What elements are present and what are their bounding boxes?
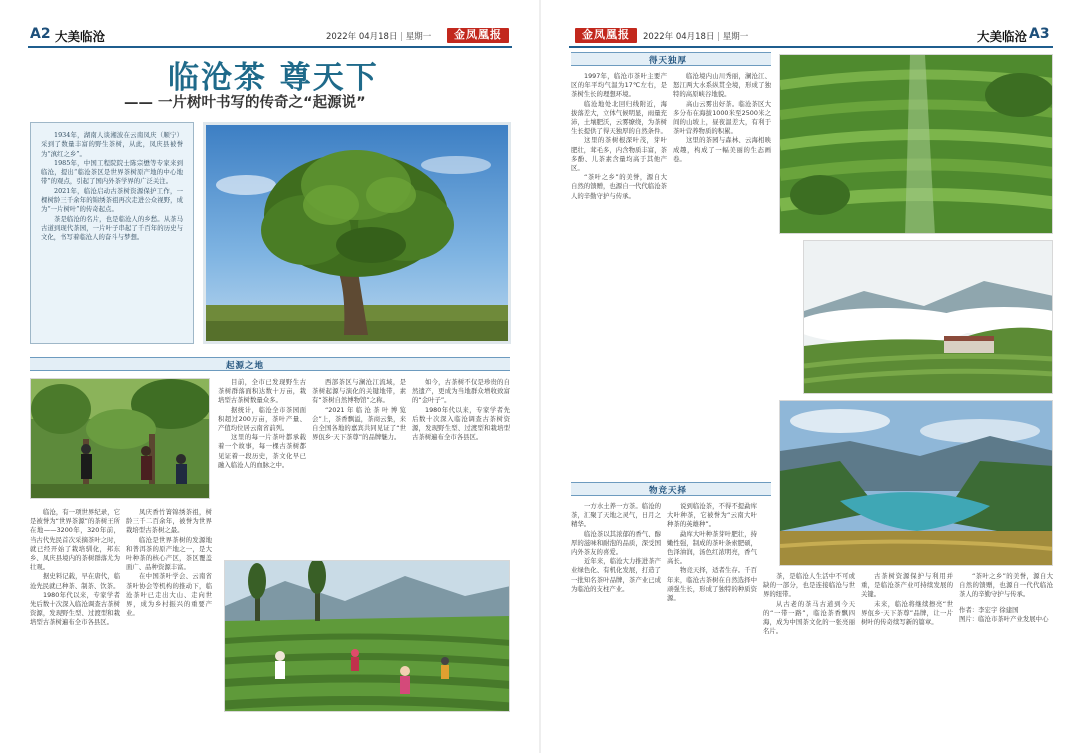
body-paragraph: 在中国茶叶学会、云南省茶叶协会等机构的推动下，临沧茶叶已走出大山、走向世界，成为乡村振兴的重要产业。 [126,572,212,618]
section-origin-header [30,357,510,371]
left-date-sep: | [400,32,406,42]
body-paragraph: “2021年临沧茶叶博览会”上，茶香飘溢，茶商云集，来自全国各地的嘉宾共同见证了“世界佤乡·天下茶尊”的品牌魅力。 [312,405,406,442]
tea-garden-illustration [225,561,510,712]
right-column-a [571,72,667,464]
right-weekday: 星期一 [722,32,749,42]
body-paragraph: 茶，是临沧人生活中不可或缺的一部分，也是连接临沧与世界的纽带。 [763,572,855,599]
body-paragraph: 这里的每一片茶叶都承载着一个故事，每一棵古茶树都见证着一段历史，茶文化早已融入临沧人的血脉之中。 [218,433,306,469]
left-column-1 [30,508,120,730]
left-column-2 [126,508,212,730]
body-paragraph: 1980年代以来，专家学者先后数十次深入临沧调查古茶树资源，发现野生型、过渡型和栽培型古茶树遍布全市各县区。 [412,405,510,442]
right-column-e [667,502,757,732]
intro-paragraph: 2021年，临沧启动古茶树资源保护工作，一棵树龄三千余年的锦绣茶祖再次走进公众视野，成为“一片树叶”的传奇起点。 [41,186,183,214]
left-header-rule [28,46,512,48]
left-column-5 [412,378,510,554]
right-header-rule [569,46,1053,48]
right-date [643,30,748,42]
section-selection-title: 物竞天择 [649,486,688,496]
body-paragraph: 临沧是世界茶树的发源地和普洱茶的原产地之一，是大叶种茶的核心产区，茶区覆盖面广、品种资源丰富。 [126,535,212,572]
right-column-d [571,502,661,732]
tea-tree-illustration [206,125,508,341]
river-gorge-photo [779,400,1053,566]
terraced-tea-illustration [780,55,1053,234]
section-origin-title: 起源之地 [226,361,265,371]
body-paragraph: 说到临沧茶，不得不提勐库大叶种茶，它被誉为“云南大叶种茶的英雄种”。 [667,502,757,529]
photo-source: 图片：临沧市茶叶产业发展中心 [959,614,1049,623]
body-paragraph: 从古老的茶马古道到今天的“一带一路”，临沧茶香飘四海，成为中国茶文化的一张亮丽名片。 [763,599,855,636]
left-weekday: 星期一 [405,32,432,42]
tea-garden-workers-photo [224,560,510,712]
body-paragraph: 古茶树资源保护与利用并重，是临沧茶产业可持续发展的关键。 [861,572,953,599]
left-column-3 [218,378,306,554]
body-paragraph: 临沧地处北回归线附近，海拔落差大，立体气候明显，雨量充沛，土壤肥沃，云雾缭绕，为茶树生长提供了得天独厚的自然条件。 [571,99,667,136]
intro-paragraph: 1985年，中国工程院院士陈宗懋等专家来到临沧，提出“临沧茶区是世界茶树原产地的中心地带”的观点，引起了国内外茶学界的广泛关注。 [41,158,183,186]
body-paragraph: 一方水土养一方茶。临沧的茶，汇聚了天地之灵气，日月之精华。 [571,502,661,529]
body-paragraph: 近年来，临沧大力推进茶产业绿色化、有机化发展，打造了一批知名茶叶品牌，茶产业已成为临沧的支柱产业。 [571,557,661,593]
right-column-g [861,572,953,732]
section-selection-header [571,482,771,496]
left-date [326,30,431,42]
byline: 作者：李宏宇 徐建国 [959,605,1019,614]
mountain-clouds-illustration [804,241,1053,394]
body-paragraph: “茶叶之乡”的美誉，源自大自然的馈赠，也源自一代代临沧茶人的辛勤守护与传承。 [571,173,667,200]
tea-pickers-illustration [31,379,210,499]
body-paragraph: 勐库大叶种茶芽叶肥壮，持嫩性强，制成的茶叶条索肥硕，色泽油润，汤色红浓明亮，香气高长。 [667,529,757,566]
body-paragraph: 临沧茶以其浓郁的香气、醇厚的滋味和耐泡的品质，深受国内外茶友的喜爱。 [571,529,661,557]
right-brand-logo: 金凤凰报 [575,28,637,43]
body-paragraph: 高山云雾出好茶。临沧茶区大多分布在海拔1000米至2500米之间的山坡上，昼夜温差大，有利于茶叶营养物质的积累。 [673,99,771,136]
terraced-tea-photo [779,54,1053,234]
left-page-code: A2 [30,26,51,42]
right-page-code: A3 [1029,26,1050,42]
right-date-text: 2022年 04月18日 [643,32,715,42]
sub-headline: —— 一片树叶书写的传奇之“起源说” [124,95,366,111]
intro-paragraph: 1934年，湖南人谈湘波在云南凤庆（顺宁）采到了数量丰富的野生茶树，从此，凤庆县被誉为“滇红之乡”。 [41,131,183,158]
body-paragraph: 未来，临沧将继续擦亮“世界佤乡·天下茶尊”品牌，让一片树叶的传奇续写新的篇章。 [861,599,953,627]
body-paragraph: 1997年，临沧市茶叶主要产区的年平均气温为17℃左右，是茶树生长的理想环境。 [571,72,667,99]
body-paragraph: “茶叶之乡”的美誉，源自大自然的馈赠，也源自一代代临沧茶人的辛勤守护与传承。 [959,572,1053,599]
right-column-h [959,572,1053,732]
body-paragraph: 凤庆香竹箐锦绣茶祖，树龄三千二百余年，被誉为世界栽培型古茶树之最。 [126,508,212,535]
body-paragraph: 这里的茶园与森林、云海相映成趣，构成了一幅美丽的生态画卷。 [673,136,771,163]
hero-tea-tree-photo [203,122,511,344]
body-paragraph: 西部茶区与澜沧江流域，是茶树起源与演化的关键地带，素有“茶树自然博物馆”之称。 [312,378,406,405]
right-column-f [763,572,855,732]
left-brand-logo: 金凤凰报 [447,28,509,43]
intro-paragraph: 茶是临沧的名片，也是临沧人的乡愁。从茶马古道到现代茶园，一片叶子串起了千百年的历史与文化，书写着临沧人的奋斗与梦想。 [41,214,183,242]
mountain-clouds-photo [803,240,1053,394]
right-section-name: 大美临沧 [977,29,1028,44]
tea-pickers-photo [30,378,210,499]
main-headline: 临沧茶 尊天下 [168,60,379,96]
right-page [541,0,1080,753]
body-paragraph: 临沧，有一项世界纪录，它是被誉为“世界茶源”的茶树王所在地——3200年，320年前，当古代先民首次采摘茶叶之时，就已经开始了栽培驯化，邦东乡、凤庆县境内的茶树群落尤为壮观。 [30,508,120,572]
intro-box [30,122,194,344]
body-paragraph: 物竞天择，适者生存。千百年来，临沧古茶树在自然选择中顽强生长，形成了独特的种质资源。 [667,566,757,603]
body-paragraph: 1980年代以来，专家学者先后数十次深入临沧调查古茶树资源，发现野生型、过渡型和栽培型古茶树遍布全市各县区。 [30,590,120,627]
river-gorge-illustration [780,401,1053,566]
body-paragraph: 据统计，临沧全市茶园面积超过200万亩，茶叶产量、产值均位居云南省前列。 [218,405,306,433]
left-column-4 [312,378,406,554]
body-paragraph: 如今，古茶树不仅是珍贵的自然遗产，更成为当地群众增收致富的“金叶子”。 [412,378,510,405]
intro-text [41,131,183,333]
body-paragraph: 临沧境内山川秀丽，澜沧江、怒江两大水系纵贯全境，形成了独特的高原峡谷地貌。 [673,72,771,99]
right-date-sep: | [717,32,723,42]
section-terroir-title: 得天独厚 [649,56,688,66]
left-date-text: 2022年 04月18日 [326,32,398,42]
body-paragraph: 目前，全市已发现野生古茶树群落面积达数十万亩，栽培型古茶树数量众多。 [218,378,306,405]
body-paragraph: 据史料记载，早在唐代，临沧先民就已种茶、制茶、饮茶。 [30,572,120,590]
left-section-name: 大美临沧 [55,29,106,44]
section-terroir-header [571,52,771,66]
right-column-b [673,72,771,464]
body-paragraph: 这里的茶树根深叶茂，芽叶肥壮，茸毛多，内含物质丰富，茶多酚、儿茶素含量均高于其他产区。 [571,136,667,173]
